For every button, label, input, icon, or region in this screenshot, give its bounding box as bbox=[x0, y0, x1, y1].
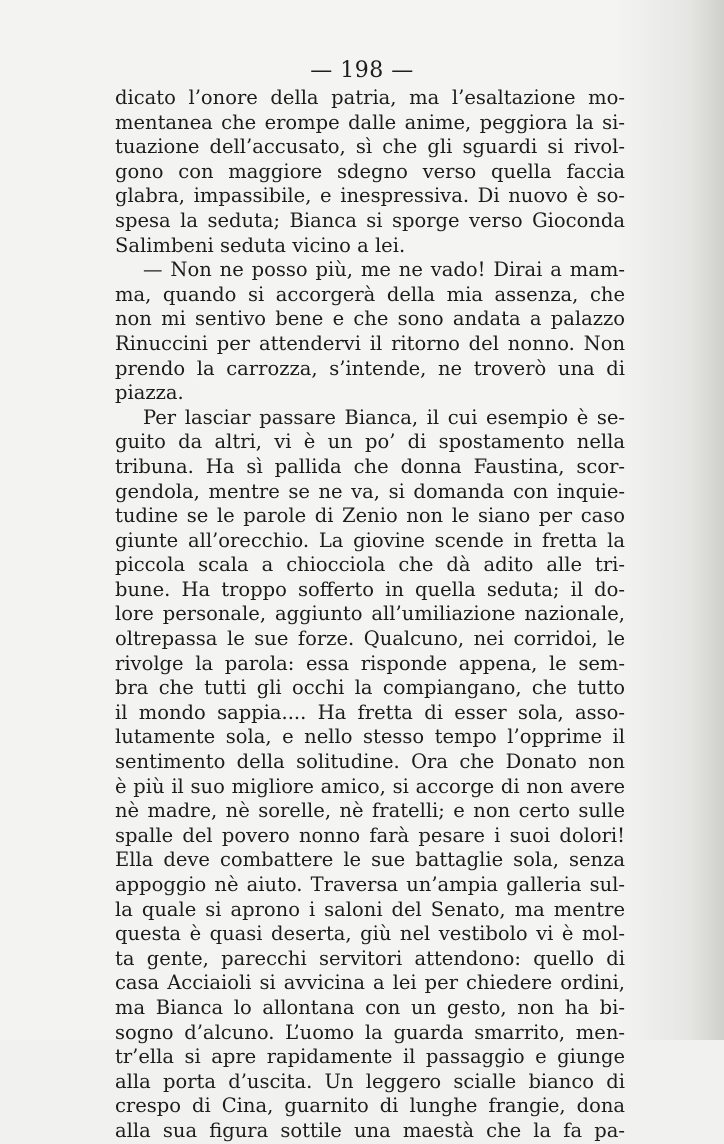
text-line: è più il suo migliore amico, si accorge di non avere bbox=[115, 774, 625, 798]
text-line: non mi sentivo bene e che sono andata a palazzo bbox=[115, 307, 625, 331]
text-line: alla porta d’uscita. Un leggero scialle bianco di bbox=[115, 1069, 625, 1093]
text-line: dicato l’onore della patria, ma l’esaltazione mo- bbox=[115, 86, 625, 109]
text-line: tribuna. Ha sì pallida che donna Faustina, scor- bbox=[115, 454, 625, 478]
text-line: — Non ne posso più, me ne vado! Dirai a mam- bbox=[143, 258, 625, 282]
text-line: giunte all’orecchio. La giovine scende in fretta la bbox=[115, 528, 625, 552]
text-line: lutamente sola, e nello stesso tempo l’opprime il bbox=[115, 725, 625, 749]
page-number: — 198 — bbox=[310, 58, 414, 83]
text-line: il mondo sappia.... Ha fretta di esser sola, asso- bbox=[115, 700, 625, 724]
text-line: guito da altri, vi è un po’ di spostamento nella bbox=[115, 430, 625, 454]
text-line: questa è quasi deserta, giù nel vestibolo vi è mol- bbox=[115, 922, 625, 946]
text-line: glabra, impassibile, e inespressiva. Di nuovo è so- bbox=[115, 184, 625, 208]
text-line: casa Acciaioli si avvicina a lei per chiedere ordini, bbox=[115, 971, 625, 995]
text-line: mentanea che erompe dalle anime, peggiora la si- bbox=[115, 110, 625, 134]
text-line: la quale si aprono i saloni del Senato, ma mentre bbox=[115, 897, 625, 921]
text-line: spesa la seduta; Bianca si sporge verso Gioconda bbox=[115, 208, 625, 232]
text-line: tudine se le parole di Zenio non le siano per caso bbox=[115, 504, 625, 528]
text-line: tuazione dell’accusato, sì che gli sguardi si rivol- bbox=[115, 135, 625, 159]
text-line: gono con maggiore sdegno verso quella faccia bbox=[115, 159, 625, 183]
text-line: Ella deve combattere le sue battaglie sola, senza bbox=[115, 848, 625, 872]
text-line: piccola scala a chiocciola che dà adito alle tri- bbox=[115, 553, 625, 577]
text-line: tr’ella si apre rapidamente il passaggio e giunge bbox=[115, 1045, 625, 1069]
text-line: alla sua figura sottile una maestà che la fa pa- bbox=[115, 1118, 625, 1142]
text-line: Rinuccini per attendervi il ritorno del nonno. Non bbox=[115, 331, 625, 355]
text-line: rivolge la parola: essa risponde appena, le sem- bbox=[115, 651, 625, 675]
text-line: bra che tutti gli occhi la compiangano, che tutto bbox=[115, 676, 625, 700]
text-line: sogno d’alcuno. L’uomo la guarda smarrito, men- bbox=[115, 1020, 625, 1044]
text-line: ma Bianca lo allontana con un gesto, non ha bi- bbox=[115, 995, 625, 1019]
text-line: Salimbeni seduta vicino a lei. bbox=[115, 233, 406, 257]
text-line: crespo di Cina, guarnito di lunghe frangie, dona bbox=[115, 1094, 625, 1118]
text-line: ma, quando si accorgerà della mia assenza, che bbox=[115, 282, 625, 306]
text-line: piazza. bbox=[115, 381, 184, 405]
text-line: gendola, mentre se ne va, si domanda con inquie- bbox=[115, 479, 625, 503]
text-line: spalle del povero nonno farà pesare i suoi dolori! bbox=[115, 823, 625, 847]
text-line: nè madre, nè sorelle, nè fratelli; e non certo sulle bbox=[115, 799, 625, 823]
text-line: ta gente, parecchi servitori attendono: quello di bbox=[115, 946, 625, 970]
body-text bbox=[115, 86, 625, 1144]
text-line: Per lasciar passare Bianca, il cui esempio è se- bbox=[143, 405, 625, 429]
text-line: bune. Ha troppo sofferto in quella seduta; il do- bbox=[115, 577, 625, 601]
text-line: lore personale, aggiunto all’umiliazione nazionale, bbox=[115, 602, 625, 626]
text-line: sentimento della solitudine. Ora che Donato non bbox=[115, 750, 625, 774]
text-line: prendo la carrozza, s’intende, ne troverò una di bbox=[115, 356, 625, 380]
text-line: appoggio nè aiuto. Traversa un’ampia galleria sul- bbox=[115, 873, 625, 896]
text-line: oltrepassa le sue forze. Qualcuno, nei corridoi, le bbox=[115, 627, 625, 651]
